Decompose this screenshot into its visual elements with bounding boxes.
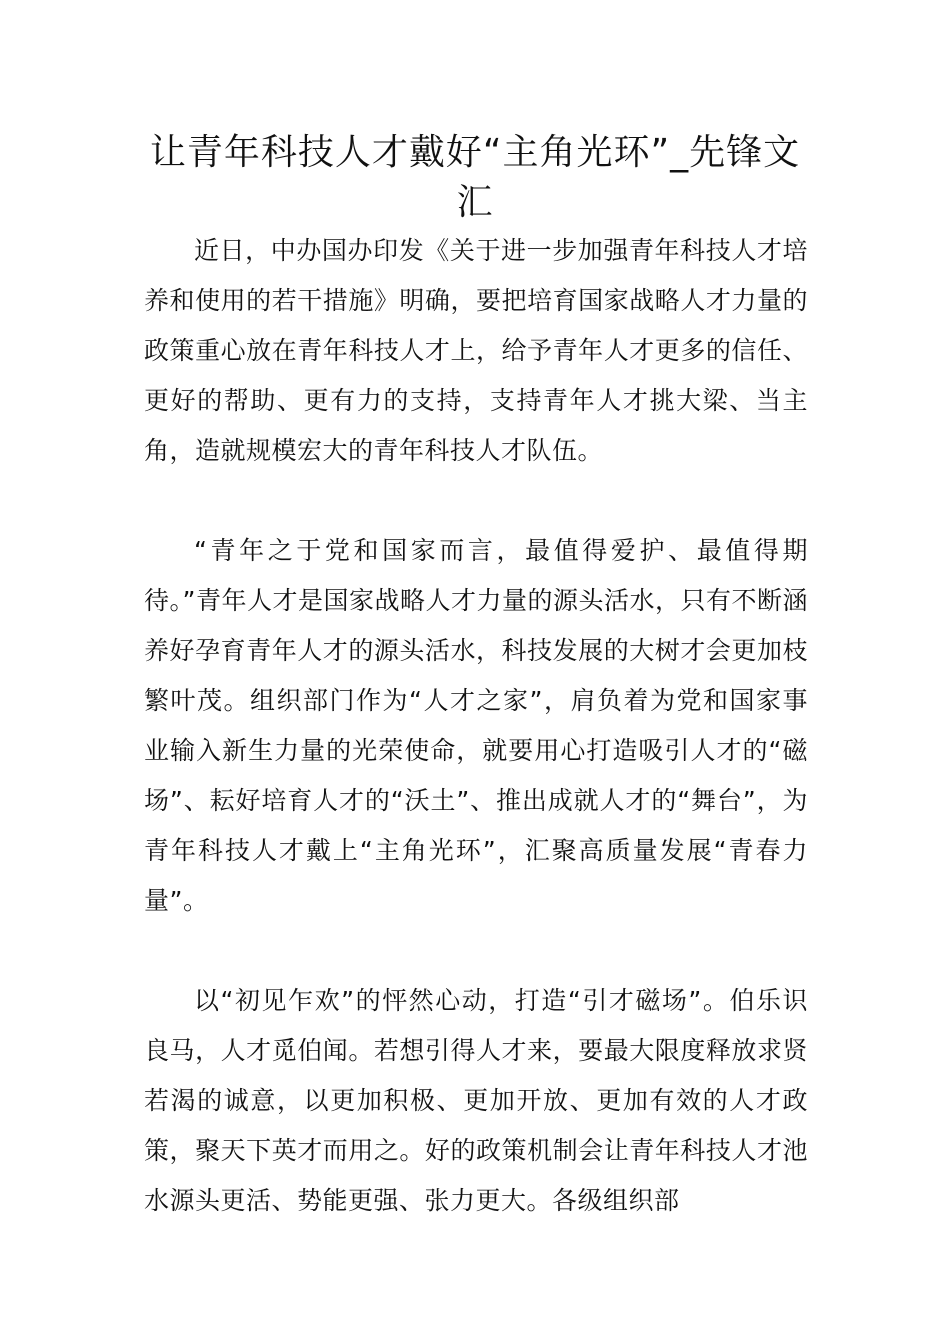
paragraph: 以“初见乍欢”的怦然心动，打造“引才磁场”。伯乐识良马，人才觅伯闻。若想引得人才来，要最大限度释放求贤若渴的诚意，以更加积极、更加开放、更加有效的人才政策，聚天下英才而用之。好的政策机制会让青年科技人才池水源头更活、势能更强、张力更大。各级组织部 (144, 986, 808, 1215)
paragraph: 近日，中办国办印发《关于进一步加强青年科技人才培养和使用的若干措施》明确，要把培育国家战略人才力量的政策重心放在青年科技人才上，给予青年人才更多的信任、更好的帮助、更有力的支持，支持青年人才挑大梁、当主角，造就规模宏大的青年科技人才队伍。 (144, 236, 808, 465)
document-title: 让青年科技人才戴好“主角光环”_先锋文汇 (149, 132, 801, 223)
document-body (144, 226, 808, 1276)
paragraph: “青年之于党和国家而言，最值得爱护、最值得期待。”青年人才是国家战略人才力量的源头活水，只有不断涵养好孕育青年人才的源头活水，科技发展的大树才会更加枝繁叶茂。组织部门作为“人才之家”，肩负着为党和国家事业输入新生力量的光荣使命，就要用心打造吸引人才的“磁场”、耘好培育人才的“沃土”、推出成就人才的“舞台”，为青年科技人才戴上“主角光环”，汇聚高质量发展“青春力量”。 (144, 536, 808, 915)
